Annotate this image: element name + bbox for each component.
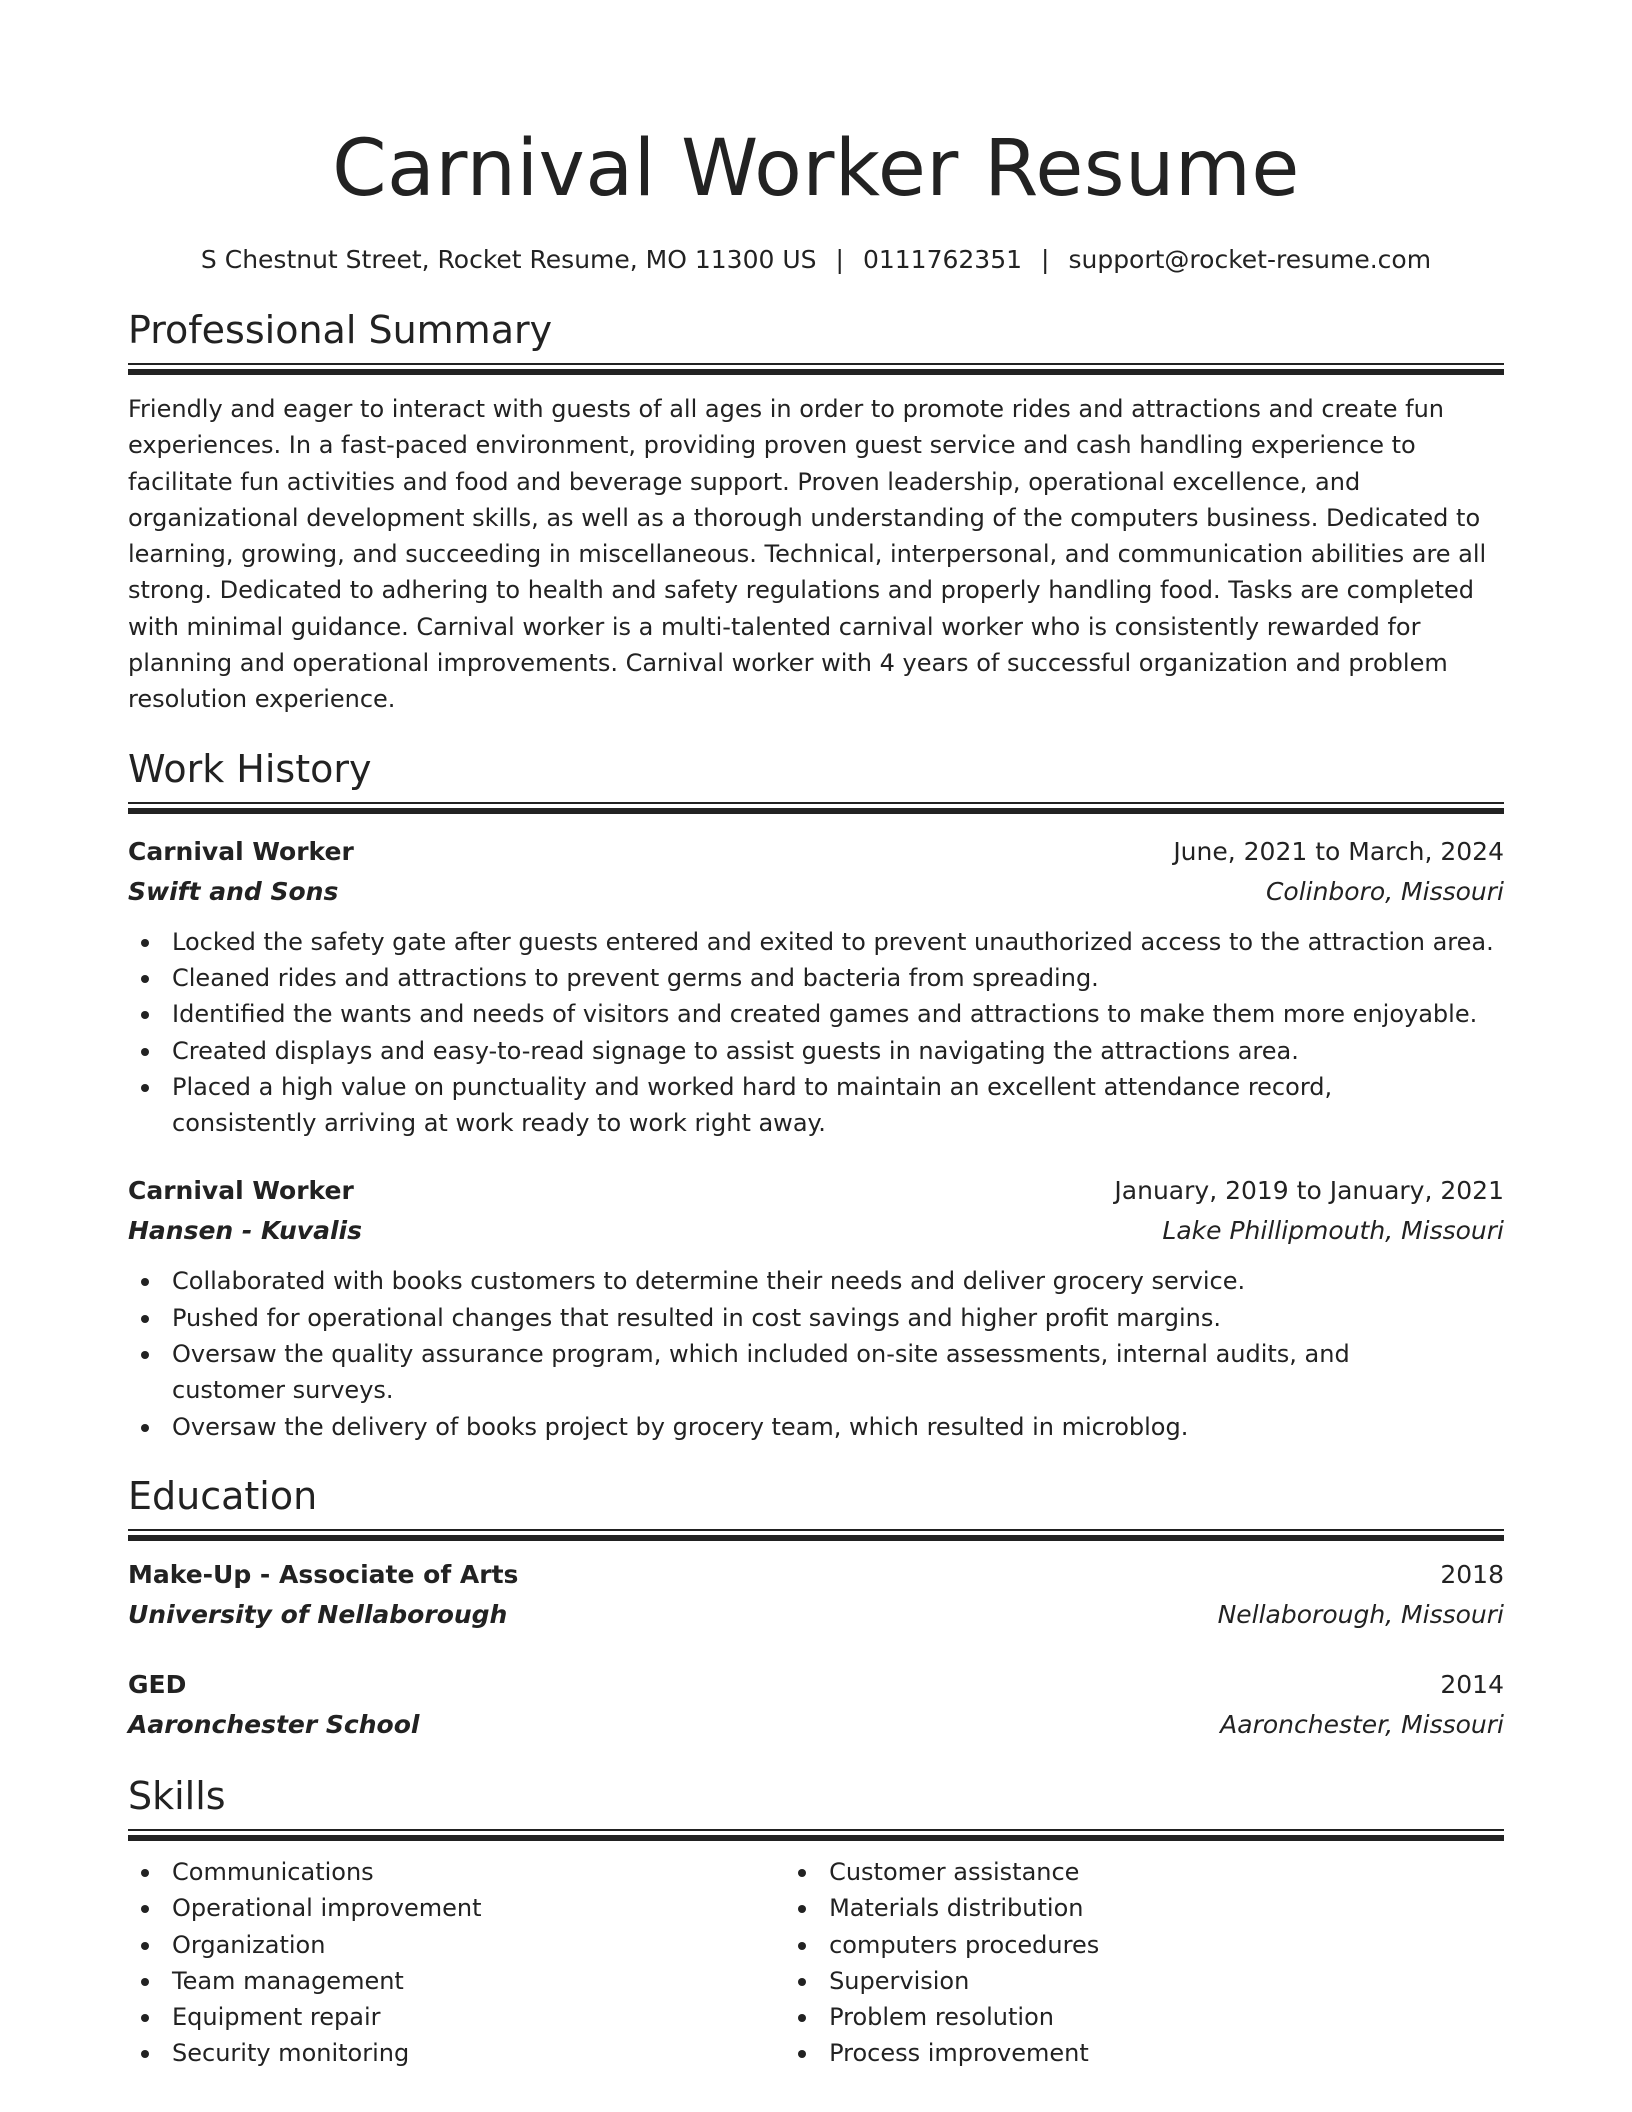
list-item: Created displays and easy-to-read signage to assist guests in navigating the attractions area. xyxy=(172,1033,1504,1069)
skill-item: Organization xyxy=(172,1927,785,1963)
job-dates: June, 2021 to March, 2024 xyxy=(1173,836,1504,866)
job-company-row xyxy=(128,872,1504,912)
list-item: Pushed for operational changes that resulted in cost savings and higher profit margins. xyxy=(172,1300,1504,1336)
job-company: Hansen - Kuvalis xyxy=(128,1216,362,1246)
section-divider xyxy=(128,1829,1504,1841)
degree-title: GED xyxy=(128,1669,187,1699)
education-school-row xyxy=(128,1705,1504,1745)
job-entry xyxy=(128,1171,1504,1444)
list-item: Placed a high value on punctuality and worked hard to maintain an excellent attendance record, consistently arriving at work ready to work right away. xyxy=(172,1069,1504,1142)
skill-item: Security monitoring xyxy=(172,2035,785,2071)
job-company-row xyxy=(128,1211,1504,1251)
list-item: Identified the wants and needs of visitors and created games and attractions to make them more enjoyable. xyxy=(172,996,1504,1032)
skill-item: Process improvement xyxy=(829,2035,1504,2071)
education-entry xyxy=(128,1665,1504,1745)
summary-heading: Professional Summary xyxy=(128,308,553,352)
job-header-row xyxy=(128,1171,1504,1211)
graduation-year: 2018 xyxy=(1440,1559,1504,1589)
contact-line xyxy=(128,242,1504,278)
section-divider xyxy=(128,363,1504,375)
skill-item: Materials distribution xyxy=(829,1890,1504,1926)
contact-separator: | xyxy=(1041,245,1050,274)
education-header-row xyxy=(128,1555,1504,1595)
graduation-year: 2014 xyxy=(1440,1669,1504,1699)
skill-item: Supervision xyxy=(829,1963,1504,1999)
summary-text: Friendly and eager to interact with guests of all ages in order to promote rides and attractions and create fun experiences. In a fast-paced environment, providing proven guest service and cash handling experience to facilitate fun activities and food and beverage support. Proven leadership, operational excellence, and organizational development skills, as well as a thorough understanding of the computers business. Dedicated to learning, growing, and succeeding in miscellaneous. Technical, interpersonal, and communication abilities are all strong. Dedicated to adhering to health and safety regulations and properly handling food. Tasks are completed with minimal guidance. Carnival worker is a multi-talented carnival worker who is consistently rewarded for planning and operational improvements. Carnival worker with 4 years of successful organization and problem resolution experience. xyxy=(128,395,1487,714)
skills-heading: Skills xyxy=(128,1773,226,1818)
contact-phone: 0111762351 xyxy=(862,245,1023,274)
section-divider xyxy=(128,1529,1504,1541)
skills-list-left xyxy=(128,1854,785,2072)
education-section xyxy=(128,1473,1504,1745)
education-entry xyxy=(128,1555,1504,1635)
job-company: Swift and Sons xyxy=(128,876,339,906)
skill-item: Problem resolution xyxy=(829,1999,1504,2035)
resume-title: Carnival Worker Resume xyxy=(332,124,1300,214)
job-title: Carnival Worker xyxy=(128,836,354,866)
school-location: Nellaborough, Missouri xyxy=(1217,1599,1504,1629)
job-location: Lake Phillipmouth, Missouri xyxy=(1162,1216,1504,1246)
skill-item: Team management xyxy=(172,1963,785,1999)
resume-page xyxy=(128,0,1504,2072)
list-item: Cleaned rides and attractions to prevent germs and bacteria from spreading. xyxy=(172,960,1504,996)
list-item: Locked the safety gate after guests entered and exited to prevent unauthorized access to the attraction area. xyxy=(172,924,1504,960)
skill-item: Equipment repair xyxy=(172,1999,785,2035)
school-name: University of Nellaborough xyxy=(128,1599,508,1629)
section-divider xyxy=(128,802,1504,814)
job-entry xyxy=(128,832,1504,1142)
work-history-section xyxy=(128,746,1504,1445)
education-header-row xyxy=(128,1665,1504,1705)
job-title: Carnival Worker xyxy=(128,1176,354,1206)
skill-item: computers procedures xyxy=(829,1927,1504,1963)
work-history-heading: Work History xyxy=(128,746,372,791)
list-item: Oversaw the delivery of books project by grocery team, which resulted in microblog. xyxy=(172,1409,1504,1445)
list-item: Oversaw the quality assurance program, which included on-site assessments, internal audits, and customer surveys. xyxy=(172,1336,1504,1409)
skill-item: Communications xyxy=(172,1854,785,1890)
degree-title: Make-Up - Associate of Arts xyxy=(128,1559,519,1589)
job-duties-list xyxy=(128,1263,1504,1444)
job-header-row xyxy=(128,832,1504,872)
summary-section xyxy=(128,307,1504,718)
school-location: Aaronchester, Missouri xyxy=(1220,1709,1504,1739)
education-heading: Education xyxy=(128,1473,318,1518)
job-duties-list xyxy=(128,924,1504,1142)
contact-email: support@rocket-resume.com xyxy=(1068,245,1432,274)
job-location: Colinboro, Missouri xyxy=(1265,876,1504,906)
skills-list-right xyxy=(785,1854,1504,2072)
contact-separator: | xyxy=(835,245,844,274)
skills-section xyxy=(128,1773,1504,2072)
contact-address: S Chestnut Street, Rocket Resume, MO 11300 US xyxy=(200,245,817,274)
skill-item: Operational improvement xyxy=(172,1890,785,1926)
skill-item: Customer assistance xyxy=(829,1854,1504,1890)
job-dates: January, 2019 to January, 2021 xyxy=(1114,1176,1504,1206)
skills-columns xyxy=(128,1854,1504,2072)
education-school-row xyxy=(128,1595,1504,1635)
school-name: Aaronchester School xyxy=(128,1709,420,1739)
list-item: Collaborated with books customers to determine their needs and deliver grocery service. xyxy=(172,1263,1504,1299)
